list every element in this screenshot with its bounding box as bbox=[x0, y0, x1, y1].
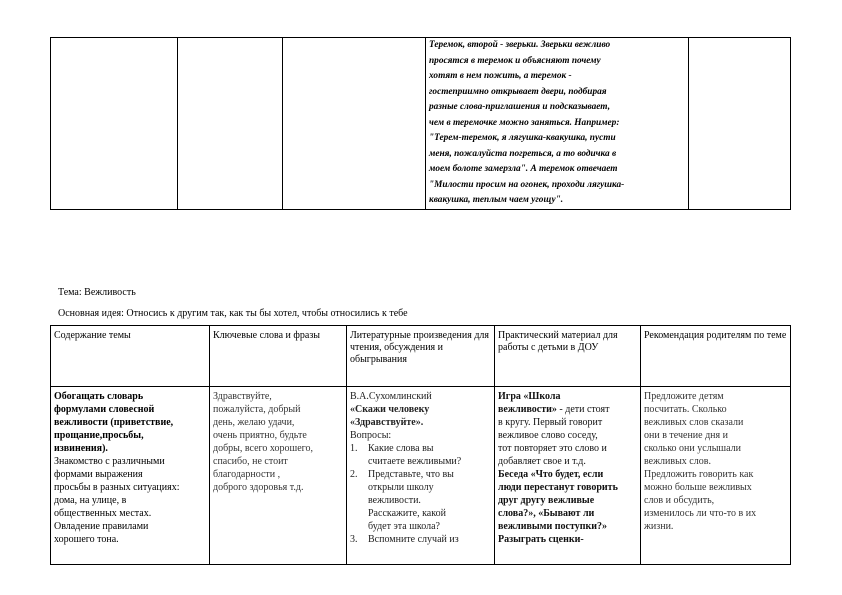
content-line: прощание,просьбы, bbox=[54, 430, 144, 441]
author: В.А.Сухомлинский bbox=[350, 391, 432, 402]
keyword-line: доброго здоровья т.д. bbox=[213, 482, 304, 493]
parents-line: Предложите детям bbox=[644, 391, 724, 402]
question-number: 3. bbox=[350, 534, 358, 545]
header-practical: Практический материал для работы с детьми в ДОУ bbox=[495, 326, 641, 387]
content-line: формулами словесной bbox=[54, 404, 155, 415]
talk-line: вежливыми поступки?» bbox=[498, 521, 608, 532]
parents-line: сколько они услышали bbox=[644, 443, 741, 454]
game-label-cont: вежливости» bbox=[498, 404, 557, 415]
story-line: "Милости просим на огонек, проходи лягушка- bbox=[429, 179, 625, 190]
talk-label: Беседа «Что будет, если bbox=[498, 469, 604, 480]
parents-line: Предложить говорить как bbox=[644, 469, 754, 480]
game-line: тот повторяет это слово и bbox=[498, 443, 607, 454]
question-item bbox=[350, 533, 491, 546]
content-line: общественных местах. bbox=[54, 508, 152, 519]
top-table bbox=[50, 37, 791, 210]
question-line: Расскажите, какой bbox=[368, 508, 446, 519]
questions-label: Вопросы: bbox=[350, 430, 392, 441]
story-line: квакушка, теплым чаем угощу". bbox=[429, 195, 564, 205]
keyword-line: благодарности , bbox=[213, 469, 281, 480]
play-label: Разыграть сценки- bbox=[498, 534, 584, 545]
parents-line: слов и обсудить, bbox=[644, 495, 715, 506]
keyword-line: очень приятно, будьте bbox=[213, 430, 307, 441]
main-idea-line: Основная идея: Относись к другим так, как ты бы хотел, чтобы относились к тебе bbox=[58, 308, 408, 319]
story-line: "Терем-теремок, я лягушка-квакушка, пусти bbox=[429, 133, 616, 143]
questions-list bbox=[350, 442, 491, 546]
story-line: чем в теремочке можно заняться. Например: bbox=[429, 117, 620, 128]
topic-content-cell bbox=[51, 387, 210, 565]
parents-line: жизни. bbox=[644, 521, 674, 532]
story-line: Теремок, второй - зверьки. Зверьки вежливо bbox=[429, 40, 611, 50]
game-line: добавляет свое и т.д. bbox=[498, 456, 586, 467]
story-line: моем болоте замерзла". А теремок отвечает bbox=[429, 164, 618, 174]
content-line: формами выражения bbox=[54, 469, 143, 480]
question-line: Какие слова вы bbox=[368, 443, 434, 454]
parents-line: изменилось ли что-то в их bbox=[644, 508, 757, 519]
content-line: дома, на улице, в bbox=[54, 495, 127, 506]
parents-line: вежливых слов. bbox=[644, 456, 711, 467]
content-line: Обогащать словарь bbox=[54, 391, 144, 402]
top-cell-3 bbox=[283, 38, 426, 210]
parents-line: посчитать. Сколько bbox=[644, 404, 727, 415]
story-title: «Скажи человеку bbox=[350, 404, 430, 415]
question-line: Вспомните случай из bbox=[368, 534, 459, 545]
header-parents: Рекомендация родителям по теме bbox=[641, 326, 791, 387]
game-line: в кругу. Первый говорит bbox=[498, 417, 603, 428]
content-row bbox=[51, 387, 791, 565]
practical-cell bbox=[495, 387, 641, 565]
keyword-line: пожалуйста, добрый bbox=[213, 404, 301, 415]
story-line: меня, пожалуйста погреться, а то водичка в bbox=[429, 148, 617, 159]
question-number: 1. bbox=[350, 443, 358, 454]
keyword-line: Здравствуйте, bbox=[213, 391, 272, 402]
question-line: открыли школу bbox=[368, 482, 434, 493]
keywords-cell bbox=[210, 387, 347, 565]
question-line: считаете вежливыми? bbox=[368, 456, 462, 467]
content-line: извинения). bbox=[54, 443, 108, 454]
talk-line: люди перестанут говорить bbox=[498, 482, 618, 493]
game-line-first bbox=[498, 403, 637, 416]
parents-cell bbox=[641, 387, 791, 565]
story-line: просятся в теремок и объясняют почему bbox=[429, 55, 601, 66]
story-title: «Здравствуйте». bbox=[350, 417, 424, 428]
parents-line: можно больше вежливых bbox=[644, 482, 752, 493]
question-item bbox=[350, 442, 491, 468]
top-cell-2 bbox=[178, 38, 283, 210]
keyword-line: спасибо, не стоит bbox=[213, 456, 288, 467]
question-line: вежливости. bbox=[368, 495, 421, 506]
story-line: разные слова-приглашения и подсказывает, bbox=[429, 102, 611, 112]
content-line: вежливости (приветствие, bbox=[54, 417, 174, 428]
parents-line: они в течение дня и bbox=[644, 430, 728, 441]
game-line: вежливое слово соседу, bbox=[498, 430, 598, 441]
top-cell-1 bbox=[51, 38, 178, 210]
game-desc: - дети стоят bbox=[556, 404, 610, 415]
question-line: Представьте, что вы bbox=[368, 469, 454, 480]
question-number: 2. bbox=[350, 469, 358, 480]
question-line: будет эта школа? bbox=[368, 521, 440, 532]
content-line: просьбы в разных ситуациях: bbox=[54, 482, 180, 493]
talk-line: слова?», «Бывают ли bbox=[498, 508, 595, 519]
header-row bbox=[51, 326, 791, 387]
question-item bbox=[350, 468, 491, 533]
parents-line: вежливых слов сказали bbox=[644, 417, 744, 428]
game-label: Игра «Школа bbox=[498, 391, 561, 402]
header-literature: Литературные произведения для чтения, обсуждения и обыгрывания bbox=[347, 326, 495, 387]
keyword-line: день, желаю удачи, bbox=[213, 417, 295, 428]
header-keywords: Ключевые слова и фразы bbox=[210, 326, 347, 387]
content-line: Овладение правилами bbox=[54, 521, 149, 532]
top-cell-5 bbox=[689, 38, 791, 210]
content-line: хорошего тона. bbox=[54, 534, 119, 545]
content-line: Знакомство с различными bbox=[54, 456, 165, 467]
story-cell bbox=[426, 38, 689, 210]
header-topic-content: Содержание темы bbox=[51, 326, 210, 387]
topic-line: Тема: Вежливость bbox=[58, 287, 136, 298]
main-table bbox=[50, 325, 791, 565]
story-line: гостеприимно открывает двери, подбирая bbox=[429, 86, 607, 97]
talk-line: друг другу вежливые bbox=[498, 495, 595, 506]
keyword-line: добры, всего хорошего, bbox=[213, 443, 314, 454]
literature-cell bbox=[347, 387, 495, 565]
story-line: хотят в нем пожить, а теремок - bbox=[429, 71, 572, 81]
